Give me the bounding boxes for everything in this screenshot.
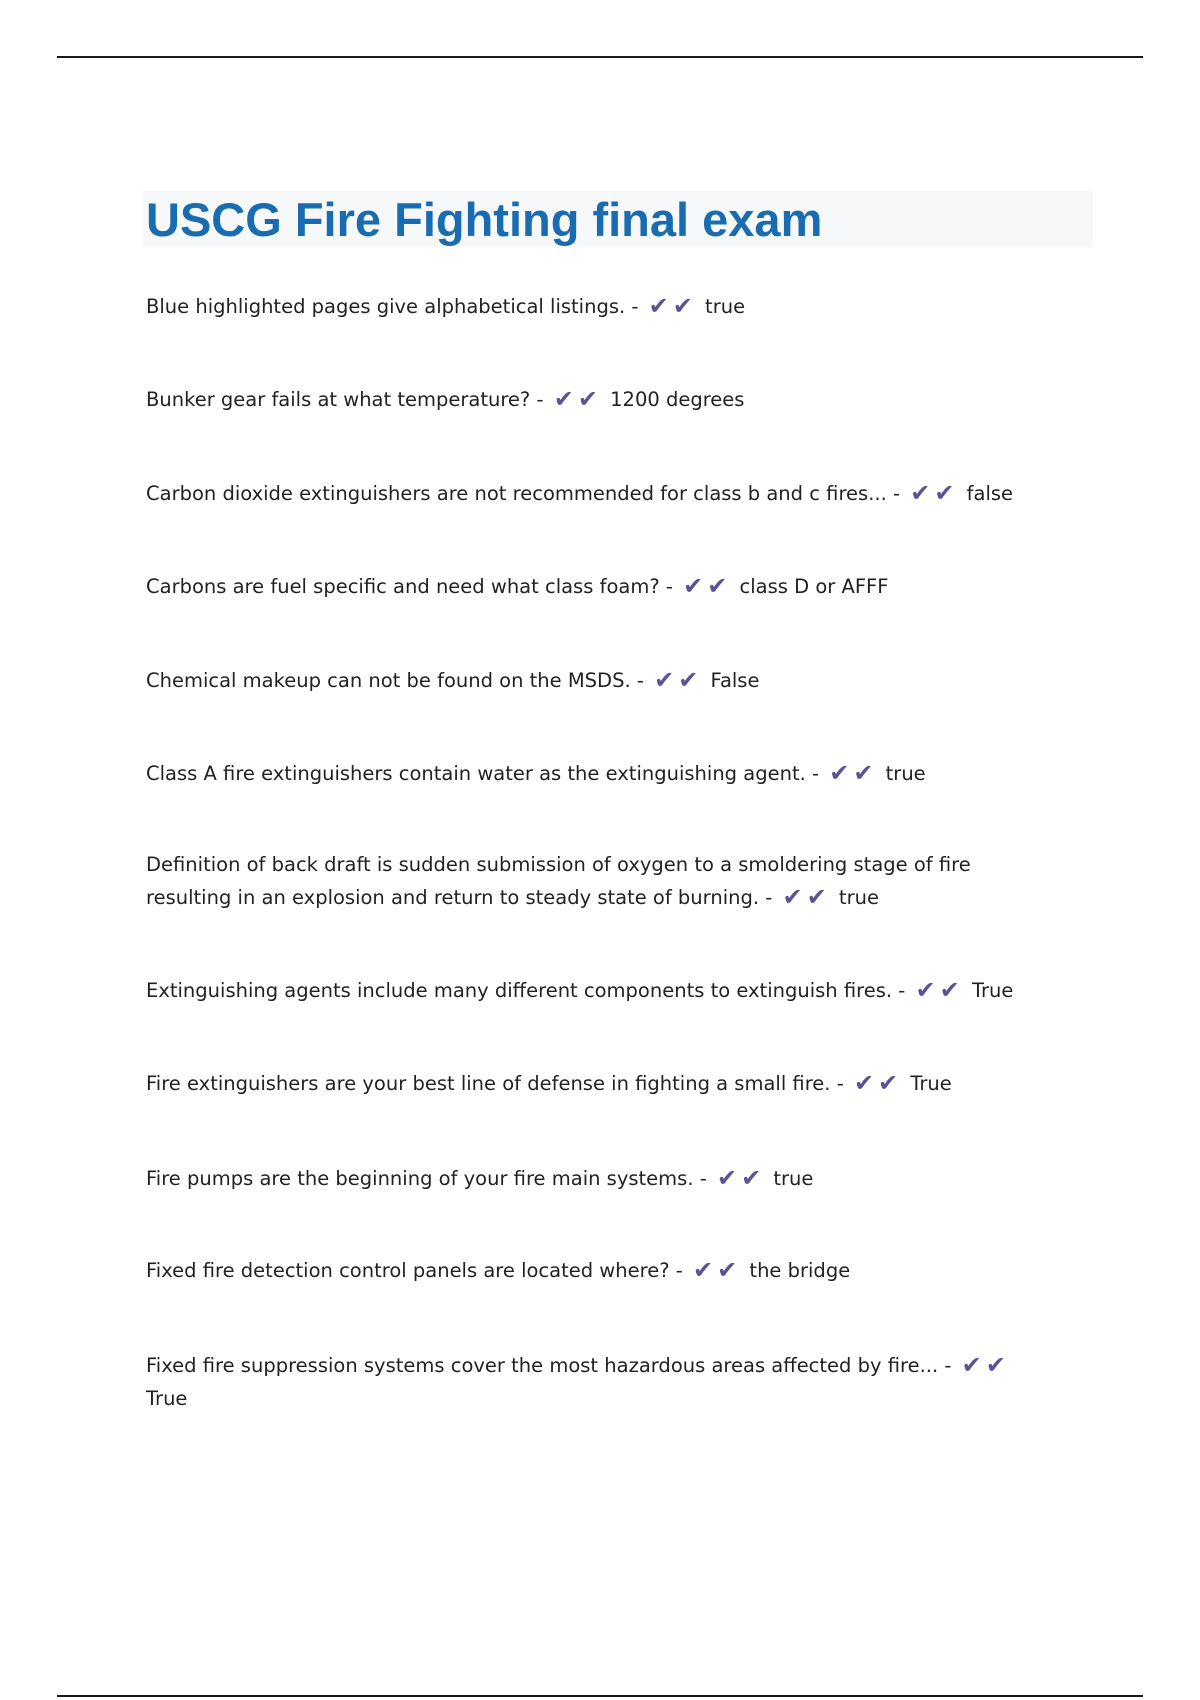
answer-text: class D or AFFF [739, 575, 889, 598]
answer-text: false [966, 482, 1014, 505]
answer-text: the bridge [749, 1259, 851, 1282]
check-mark-icon: ✔✔ [654, 666, 703, 694]
question-text: Fixed fire detection control panels are located where? - [146, 1259, 683, 1282]
check-mark-icon: ✔✔ [693, 1256, 742, 1284]
question-text: Extinguishing agents include many different components to extinguish fires. - [146, 979, 906, 1002]
qa-item [146, 664, 1046, 697]
question-text: Fire extinguishers are your best line of defense in fighting a small fire. - [146, 1072, 844, 1095]
question-text: Bunker gear fails at what temperature? - [146, 388, 544, 411]
check-mark-icon: ✔✔ [961, 1351, 1010, 1379]
qa-item [146, 570, 1046, 603]
bottom-rule [57, 1695, 1143, 1697]
check-mark-icon: ✔✔ [829, 759, 878, 787]
answer-text: 1200 degrees [610, 388, 745, 411]
qa-item [146, 1254, 1046, 1287]
answer-text: true [885, 762, 926, 785]
question-text: Definition of back draft is sudden submission of oxygen to a smoldering stage of fire resulting in an explosion and return to steady state of burning. - [146, 853, 971, 909]
check-mark-icon: ✔✔ [915, 976, 964, 1004]
qa-item [146, 1349, 1046, 1415]
qa-item [146, 1067, 1046, 1100]
answer-text: True [146, 1387, 188, 1410]
document-title: USCG Fire Fighting final exam [146, 193, 823, 246]
qa-item [146, 974, 1046, 1007]
check-mark-icon: ✔✔ [553, 385, 602, 413]
check-mark-icon: ✔✔ [648, 292, 697, 320]
qa-item [146, 757, 1046, 790]
check-mark-icon: ✔✔ [853, 1069, 903, 1097]
check-mark-icon: ✔✔ [716, 1164, 766, 1192]
check-mark-icon: ✔✔ [683, 572, 732, 600]
question-text: Fixed fire suppression systems cover the most hazardous areas affected by fire... - [146, 1354, 952, 1377]
qa-item [146, 848, 1046, 914]
question-text: Class A fire extinguishers contain water as the extinguishing agent. - [146, 762, 820, 785]
qa-item [146, 477, 1046, 510]
answer-text: true [705, 295, 746, 318]
answer-text: true [838, 886, 879, 909]
question-text: Blue highlighted pages give alphabetical listings. - [146, 295, 639, 318]
answer-text: False [710, 669, 760, 692]
check-mark-icon: ✔✔ [782, 883, 831, 911]
check-mark-icon: ✔✔ [910, 479, 959, 507]
qa-item [146, 290, 1046, 323]
answer-text: True [910, 1072, 952, 1095]
question-text: Fire pumps are the beginning of your fire main systems. - [146, 1167, 707, 1190]
answer-text: True [971, 979, 1014, 1002]
question-text: Carbons are fuel specific and need what class foam? - [146, 575, 673, 598]
qa-item [146, 383, 1046, 416]
question-text: Carbon dioxide extinguishers are not recommended for class b and c fires... - [146, 482, 901, 505]
answer-text: true [773, 1167, 814, 1190]
qa-item [146, 1162, 1046, 1195]
top-rule [57, 56, 1143, 58]
question-text: Chemical makeup can not be found on the MSDS. - [146, 669, 644, 692]
